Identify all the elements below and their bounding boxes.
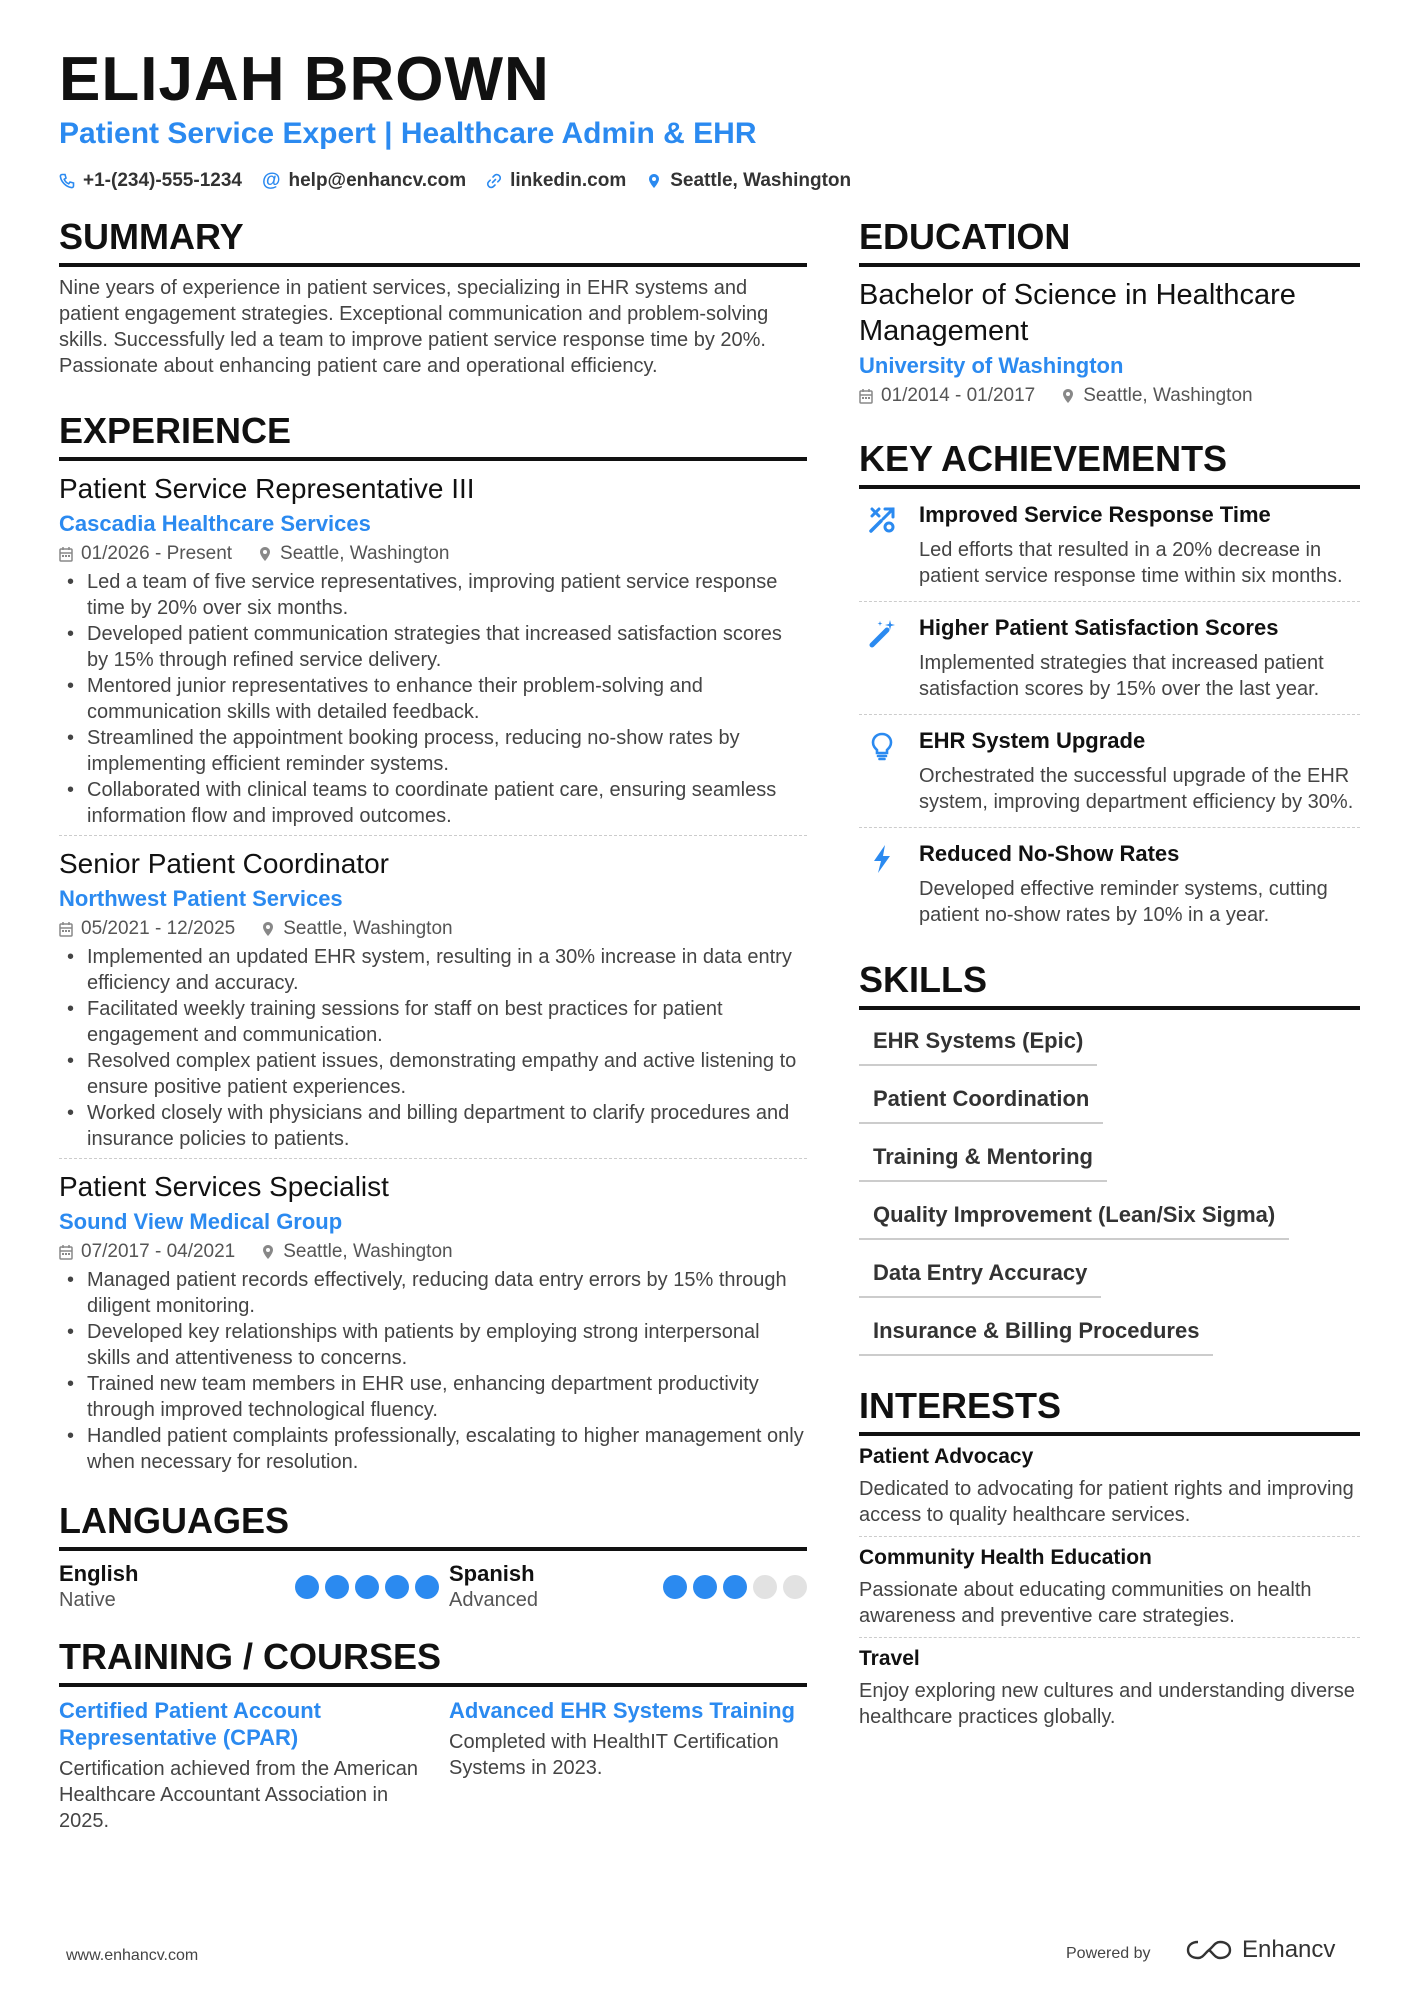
interest-desc: Dedicated to advocating for patient rights and improving access to quality healthcare services. [859,1478,1354,1526]
summary-section [59,215,807,379]
skills-section [859,958,1360,1366]
rating-dot [325,1575,349,1599]
summary-text: Nine years of experience in patient services, specializing in EHR systems and patient engagement strategies. Exceptional communication and problem-solving skills. Successfully led a team to improve patient service response time by 20%. Passionate about enhancing patient care and operational efficiency. [59,277,769,377]
rating-dot [295,1575,319,1599]
skill-tag: Quality Improvement (Lean/Six Sigma) [859,1192,1289,1240]
achievement-desc: Developed effective reminder systems, cutting patient no-show rates by 10% in a year. [919,878,1328,926]
footer-powered-by: Powered by [1066,1945,1151,1962]
job-dates-text: 01/2026 - Present [81,543,233,564]
achievement-item [859,828,1360,940]
rating-dot [693,1575,717,1599]
contact-location [646,170,851,192]
skill-tag: Insurance & Billing Procedures [859,1308,1213,1356]
school-name: University of Washington [859,353,1124,378]
bullet-item: • Collaborated with clinical teams to coordinate patient care, ensuring seamless information flow and improved outcomes. [59,777,807,829]
education-dates-text: 01/2014 - 01/2017 [881,385,1036,406]
job-location [261,1241,452,1263]
rating-dot [385,1575,409,1599]
achievement-desc: Led efforts that resulted in a 20% decrease in patient service response time within six months. [919,539,1343,587]
rating-dot [723,1575,747,1599]
contact-phone[interactable] [59,170,242,192]
job-entry [59,835,807,1158]
job-dates [59,1241,235,1263]
tools-icon [859,501,905,589]
job-location [258,543,449,565]
company-name: Cascadia Healthcare Services [59,511,371,536]
training-list [59,1697,807,1834]
education-location-text: Seattle, Washington [1083,385,1253,406]
bullet-item: • Led a team of five service representatives, improving patient service response time by 20% over six months. [59,569,807,621]
candidate-name: ELIJAH BROWN [59,45,550,114]
training-title: Certified Patient Account Representative (CPAR) [59,1698,321,1750]
achievements-heading: KEY ACHIEVEMENTS [859,437,1360,489]
job-bullets [59,569,807,829]
job-title: Patient Services Specialist [59,1171,389,1202]
skill-tag: Data Entry Accuracy [859,1250,1101,1298]
bullet-item: • Mentored junior representatives to enhance their problem-solving and communication skills with detailed feedback. [59,673,807,725]
experience-section [59,409,807,1481]
education-location [1061,385,1252,407]
contact-phone-text: +1-(234)-555-1234 [83,170,242,191]
achievement-body [919,501,1360,589]
language-rating [295,1575,439,1599]
company-name: Northwest Patient Services [59,886,343,911]
bolt-icon [859,840,905,928]
achievement-body [919,614,1360,702]
interest-item [859,1537,1360,1638]
achievement-item [859,602,1360,715]
job-location [261,918,452,940]
education-heading: EDUCATION [859,215,1360,267]
job-dates [59,918,235,940]
map-pin-icon [261,1244,275,1260]
interest-item [859,1436,1360,1537]
magic-wand-icon [859,614,905,702]
degree-title: Bachelor of Science in Healthcare Management [859,279,1296,347]
job-meta [59,543,807,565]
interest-title: Patient Advocacy [859,1445,1034,1468]
language-info [449,1561,538,1613]
achievement-title: EHR System Upgrade [919,728,1146,753]
job-entry [59,461,807,835]
training-title: Advanced EHR Systems Training [449,1698,795,1723]
calendar-icon [859,388,873,404]
achievement-title: Reduced No-Show Rates [919,841,1180,866]
language-level: Native [59,1589,116,1611]
skill-tag: Training & Mentoring [859,1134,1107,1182]
contact-location-text: Seattle, Washington [670,170,852,191]
interests-heading: INTERESTS [859,1384,1360,1436]
lightbulb-icon [859,727,905,815]
contact-email-text: help@enhancv.com [288,170,467,191]
contact-linkedin-text: linkedin.com [510,170,627,191]
contact-email[interactable] [262,170,466,192]
interest-item [859,1638,1360,1738]
language-name: Spanish [449,1561,535,1586]
experience-heading: EXPERIENCE [59,409,807,461]
calendar-icon [59,1244,73,1260]
bullet-item: • Resolved complex patient issues, demonstrating empathy and active listening to ensure positive patient experiences. [59,1048,807,1100]
achievement-item [859,489,1360,602]
footer-url[interactable]: www.enhancv.com [66,1947,199,1964]
skills-list [859,1018,1360,1366]
map-pin-icon [258,546,272,562]
rating-dot [415,1575,439,1599]
achievement-desc: Orchestrated the successful upgrade of the EHR system, improving department efficiency by 30%. [919,765,1354,813]
training-item [59,1697,449,1834]
bullet-item: • Streamlined the appointment booking process, reducing no-show rates by implementing efficient reminder systems. [59,725,807,777]
achievement-title: Higher Patient Satisfaction Scores [919,615,1279,640]
job-dates-text: 07/2017 - 04/2021 [81,1241,236,1262]
at-icon: @ [261,170,281,191]
bullet-item: • Handled patient complaints professionally, escalating to higher management only when necessary for resolution. [59,1423,807,1475]
rating-dot [783,1575,807,1599]
training-heading: TRAINING / COURSES [59,1635,807,1687]
interests-section [859,1384,1360,1738]
skill-tag: Patient Coordination [859,1076,1103,1124]
language-item [449,1561,807,1613]
enhancv-logo-text: Enhancv [1242,1936,1336,1963]
job-dates [59,543,232,565]
bullet-item: • Developed key relationships with patients by employing strong interpersonal skills and attentiveness to concerns. [59,1319,807,1371]
interest-title: Travel [859,1647,920,1670]
rating-dot [753,1575,777,1599]
link-icon [486,173,502,189]
language-level: Advanced [449,1589,538,1611]
bullet-item: • Implemented an updated EHR system, resulting in a 30% increase in data entry efficiency and accuracy. [59,944,807,996]
job-meta [59,1241,807,1263]
achievement-title: Improved Service Response Time [919,502,1271,527]
interest-desc: Enjoy exploring new cultures and understanding diverse healthcare practices globally. [859,1680,1355,1728]
achievement-item [859,715,1360,828]
job-title: Patient Service Representative III [59,473,475,504]
map-pin-icon [646,173,662,189]
bullet-item: • Trained new team members in EHR use, enhancing department productivity through improved technological fluency. [59,1371,807,1423]
job-entry [59,1158,807,1481]
map-pin-icon [1061,388,1075,404]
bullet-item: • Facilitated weekly training sessions for staff on best practices for patient engagement and communication. [59,996,807,1048]
achievements-section [859,437,1360,940]
job-dates-text: 05/2021 - 12/2025 [81,918,236,939]
job-bullets [59,944,807,1152]
training-desc: Certification achieved from the American Healthcare Accountant Association in 2025. [59,1758,419,1832]
training-desc: Completed with HealthIT Certification Systems in 2023. [449,1731,779,1779]
company-name: Sound View Medical Group [59,1209,343,1234]
training-section [59,1635,807,1834]
enhancv-logo-icon [1186,1938,1232,1962]
language-info [59,1561,138,1613]
job-location-text: Seattle, Washington [280,543,450,564]
language-item [59,1561,449,1613]
skill-tag: EHR Systems (Epic) [859,1018,1097,1066]
achievement-body [919,727,1360,815]
right-column [859,215,1360,1738]
interest-title: Community Health Education [859,1546,1152,1569]
job-title: Senior Patient Coordinator [59,848,389,879]
achievement-body [919,840,1360,928]
summary-heading: SUMMARY [59,215,807,267]
job-bullets [59,1267,807,1475]
calendar-icon [59,921,73,937]
skills-heading: SKILLS [859,958,1360,1010]
language-name: English [59,1561,139,1586]
achievement-desc: Implemented strategies that increased patient satisfaction scores by 15% over the last year. [919,652,1324,700]
map-pin-icon [261,921,275,937]
language-rating [663,1575,807,1599]
enhancv-logo[interactable] [1186,1936,1335,1964]
languages-list [59,1561,807,1613]
education-meta [859,385,1360,407]
phone-icon [59,173,75,189]
languages-heading: LANGUAGES [59,1499,807,1551]
left-column [59,215,807,1834]
bullet-item: • Managed patient records effectively, reducing data entry errors by 15% through diligent monitoring. [59,1267,807,1319]
contact-linkedin[interactable] [486,170,626,192]
training-item [449,1697,807,1834]
candidate-headline: Patient Service Expert | Healthcare Admin & EHR [59,117,757,150]
bullet-item: • Developed patient communication strategies that increased satisfaction scores by 15% through refined service delivery. [59,621,807,673]
rating-dot [355,1575,379,1599]
job-location-text: Seattle, Washington [283,1241,453,1262]
bullet-item: • Worked closely with physicians and billing department to clarify procedures and insurance policies to patients. [59,1100,807,1152]
contact-bar [59,170,851,192]
job-location-text: Seattle, Washington [283,918,453,939]
interest-desc: Passionate about educating communities on health awareness and preventive care strategies. [859,1579,1312,1627]
rating-dot [663,1575,687,1599]
job-meta [59,918,807,940]
education-section [859,215,1360,407]
languages-section [59,1499,807,1613]
calendar-icon [59,546,73,562]
education-dates [859,385,1035,407]
